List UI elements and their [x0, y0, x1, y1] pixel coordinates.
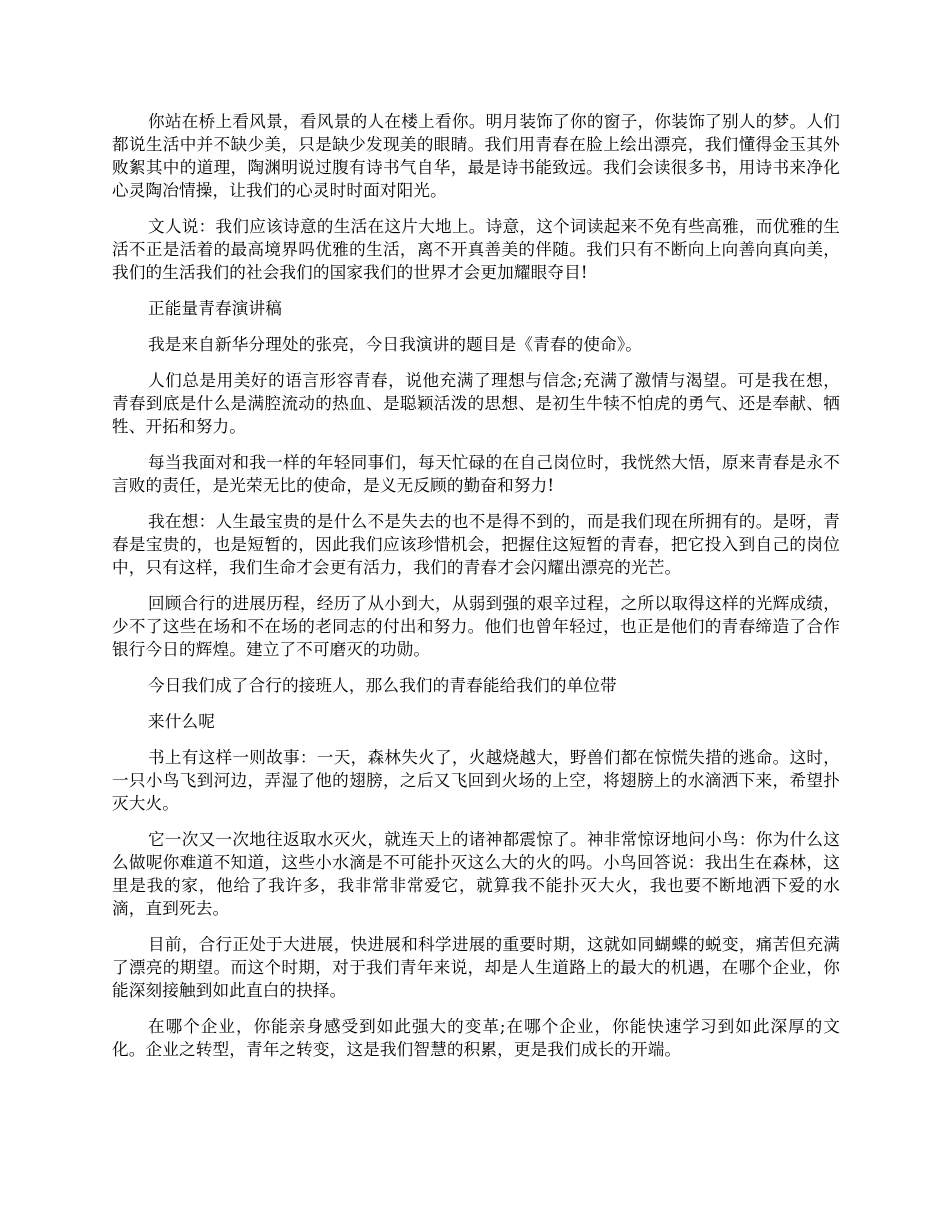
paragraph-transformation: 在哪个企业，你能亲身感受到如此强大的变革;在哪个企业，你能快速学习到如此深厚的文化。企业之转型，青年之转变，这是我们智慧的积累，更是我们成长的开端。: [112, 1017, 840, 1059]
paragraph-most-precious: 我在想：人生最宝贵的是什么不是失去的也不是得不到的，而是我们现在所拥有的。是呀，青春是宝贵的，也是短暂的，因此我们应该珍惜机会，把握住这短暂的青春，把它投入到自己的岗位中，只有这样，我们生命才会更有活力，我们的青春才会闪耀出漂亮的光芒。: [112, 512, 840, 577]
speech-title: 正能量青春演讲稿: [148, 299, 282, 318]
paragraph-current-period: 目前，合行正处于大进展，快进展和科学进展的重要时期，这就如同蝴蝶的蜕变，痛苦但充满了漂亮的期望。而这个时期，对于我们青年来说，却是人生道路上的最大的机遇，在哪个企业，你能深刻接触到如此直白的抉择。: [112, 935, 840, 1000]
document-page: [112, 110, 840, 1074]
paragraph-self-introduction: 我是来自新华分理处的张亮，今日我演讲的题目是《青春的使命》。: [148, 335, 643, 354]
paragraph-bird-reply: 它一次又一次地往返取水灭火，就连天上的诸神都震惊了。神非常惊讶地问小鸟：你为什么这么做呢你难道不知道，这些小水滴是不可能扑灭这么大的火的吗。小鸟回答说：我出生在森林，这里是我的家，他给了我许多，我非常非常爱它，就算我不能扑灭大火，我也要不断地洒下爱的水滴，直到死去。: [112, 830, 840, 918]
paragraph-bird-story: 书上有这样一则故事：一天，森林失火了，火越烧越大，野兽们都在惊慌失措的逃命。这时，一只小鸟飞到河边，弄湿了他的翅膀，之后又飞回到火场的上空，将翅膀上的水滴洒下来，希望扑灭大火。: [112, 748, 840, 813]
paragraph-what-bring: 来什么呢: [148, 712, 215, 731]
paragraph-bridge-scenery: 你站在桥上看风景，看风景的人在楼上看你。明月装饰了你的窗子，你装饰了别人的梦。人们都说生活中并不缺少美，只是缺少发现美的眼睛。我们用青春在脸上绘出漂亮，我们懂得金玉其外败絮其中的道理，陶渊明说过腹有诗书气自华，最是诗书能致远。我们会读很多书，用诗书来净化心灵陶冶情操，让我们的心灵时时面对阳光。: [112, 112, 840, 200]
paragraph-bank-history: 回顾合行的进展历程，经历了从小到大，从弱到强的艰辛过程，之所以取得这样的光辉成绩，少不了这些在场和不在场的老同志的付出和努力。他们也曾年轻过，也正是他们的青春缔造了合作银行今日的辉煌。建立了不可磨灭的功勋。: [112, 594, 840, 659]
paragraph-what-is-youth: 人们总是用美好的语言形容青春，说他充满了理想与信念;充满了激情与渴望。可是我在想，青春到底是什么是满腔流动的热血、是聪颖活泼的思想、是初生牛犊不怕虎的勇气、还是奉献、牺牲、开拓和努力。: [112, 371, 840, 436]
paragraph-poetic-life: 文人说：我们应该诗意的生活在这片大地上。诗意，这个词读起来不免有些高雅，而优雅的生活不正是活着的最高境界吗优雅的生活，离不开真善美的伴随。我们只有不断向上向善向真向美，我们的生活我们的社会我们的国家我们的世界才会更加耀眼夺目!: [112, 217, 840, 282]
paragraph-colleagues: 每当我面对和我一样的年轻同事们，每天忙碌的在自己岗位时，我恍然大悟，原来青春是永不言败的责任，是光荣无比的使命，是义无反顾的勤奋和努力!: [112, 453, 840, 495]
paragraph-successors: 今日我们成了合行的接班人，那么我们的青春能给我们的单位带: [148, 676, 617, 695]
